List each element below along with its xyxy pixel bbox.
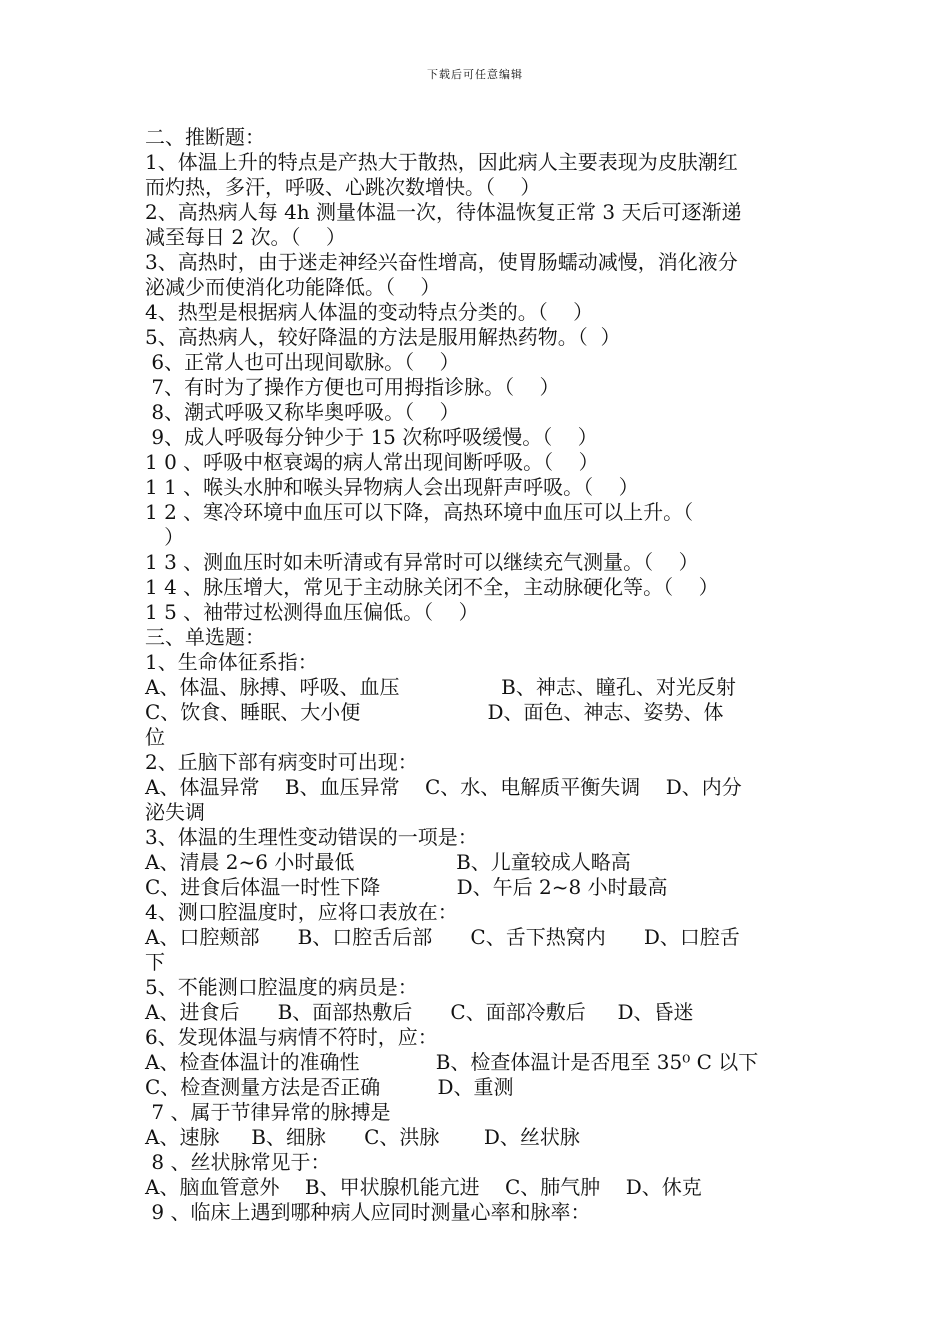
text-line: 3、高热时，由于迷走神经兴奋性增高，使胃肠蠕动减慢，消化液分 [145,250,738,274]
text-line: 1、生命体征系指： [145,650,318,674]
text-line: 5、高热病人，较好降温的方法是服用解热药物。（ ） [145,325,621,349]
text-line: A、进食后 B、面部热敷后 C、面部冷敷后 D、昏迷 [145,1000,694,1024]
text-line: A、脑血管意外 B、甲状腺机能亢进 C、肺气肿 D、休克 [145,1175,702,1199]
text-line: A、体温、脉搏、呼吸、血压 B、神志、瞳孔、对光反射 [145,675,736,699]
text-line: A、清晨 2~6 小时最低 B、儿童较成人略高 [145,850,631,874]
text-line: 7、有时为了操作方便也可用拇指诊脉。（ ） [145,375,560,399]
text-line: 2、高热病人每 4h 测量体温一次，待体温恢复正常 3 天后可逐渐递 [145,200,742,224]
text-line: 7 、属于节律异常的脉搏是 [145,1100,391,1124]
text-line: 4、热型是根据病人体温的变动特点分类的。（ ） [145,300,594,324]
text-line: A、检查体温计的准确性 B、检查体温计是否甩至 35⁰ C 以下 [145,1050,759,1074]
text-line: ） [145,525,185,549]
document-body [145,125,815,1225]
text-line: 8、潮式呼吸又称毕奥呼吸。（ ） [145,400,460,424]
text-line: 4、测口腔温度时，应将口表放在： [145,900,458,924]
text-line: 1 3 、测血压时如未听清或有异常时可以继续充气测量。（ ） [145,550,699,574]
text-line: 1 1 、喉头水肿和喉头异物病人会出现鼾声呼吸。（ ） [145,475,639,499]
text-line: 二、推断题： [145,125,265,149]
text-line: C、检查测量方法是否正确 D、重测 [145,1075,514,1099]
text-line: 6、发现体温与病情不符时，应： [145,1025,438,1049]
text-line: 5、不能测口腔温度的病员是： [145,975,418,999]
text-line: 8 、丝状脉常见于： [145,1150,331,1174]
text-line: 泌减少而使消化功能降低。（ ） [145,275,441,299]
text-line: 6、正常人也可出现间歇脉。（ ） [145,350,460,374]
text-line: A、速脉 B、细脉 C、洪脉 D、丝状脉 [145,1125,580,1149]
text-line: 2、丘脑下部有病变时可出现： [145,750,418,774]
text-line: 1 0 、呼吸中枢衰竭的病人常出现间断呼吸。（ ） [145,450,599,474]
text-line: 下 [145,950,165,974]
text-line: 1、体温上升的特点是产热大于散热，因此病人主要表现为皮肤潮红 [145,150,738,174]
text-line: C、饮食、睡眠、大小便 D、面色、神志、姿势、体 [145,700,724,724]
text-line: 3、体温的生理性变动错误的一项是： [145,825,478,849]
text-line: 泌失调 [145,800,205,824]
text-line: 1 2 、寒冷环境中血压可以下降，高热环境中血压可以上升。（ [145,500,694,524]
text-line: 1 4 、脉压增大，常见于主动脉关闭不全，主动脉硬化等。（ ） [145,575,719,599]
text-line: A、体温异常 B、血压异常 C、水、电解质平衡失调 D、内分 [145,775,742,799]
text-line: 三、单选题： [145,625,265,649]
text-line: 减至每日 2 次。（ ） [145,225,346,249]
text-line: 9、成人呼吸每分钟少于 15 次称呼吸缓慢。（ ） [145,425,598,449]
text-line: 而灼热，多汗，呼吸、心跳次数增快。（ ） [145,175,541,199]
text-line: 1 5 、袖带过松测得血压偏低。（ ） [145,600,479,624]
page-header: 下载后可任意编辑 [427,68,523,81]
text-line: C、进食后体温一时性下降 D、午后 2~8 小时最高 [145,875,668,899]
text-line: 位 [145,725,165,749]
text-line: 9 、临床上遇到哪种病人应同时测量心率和脉率： [145,1200,591,1224]
text-line: A、口腔颊部 B、口腔舌后部 C、舌下热窝内 D、口腔舌 [145,925,740,949]
